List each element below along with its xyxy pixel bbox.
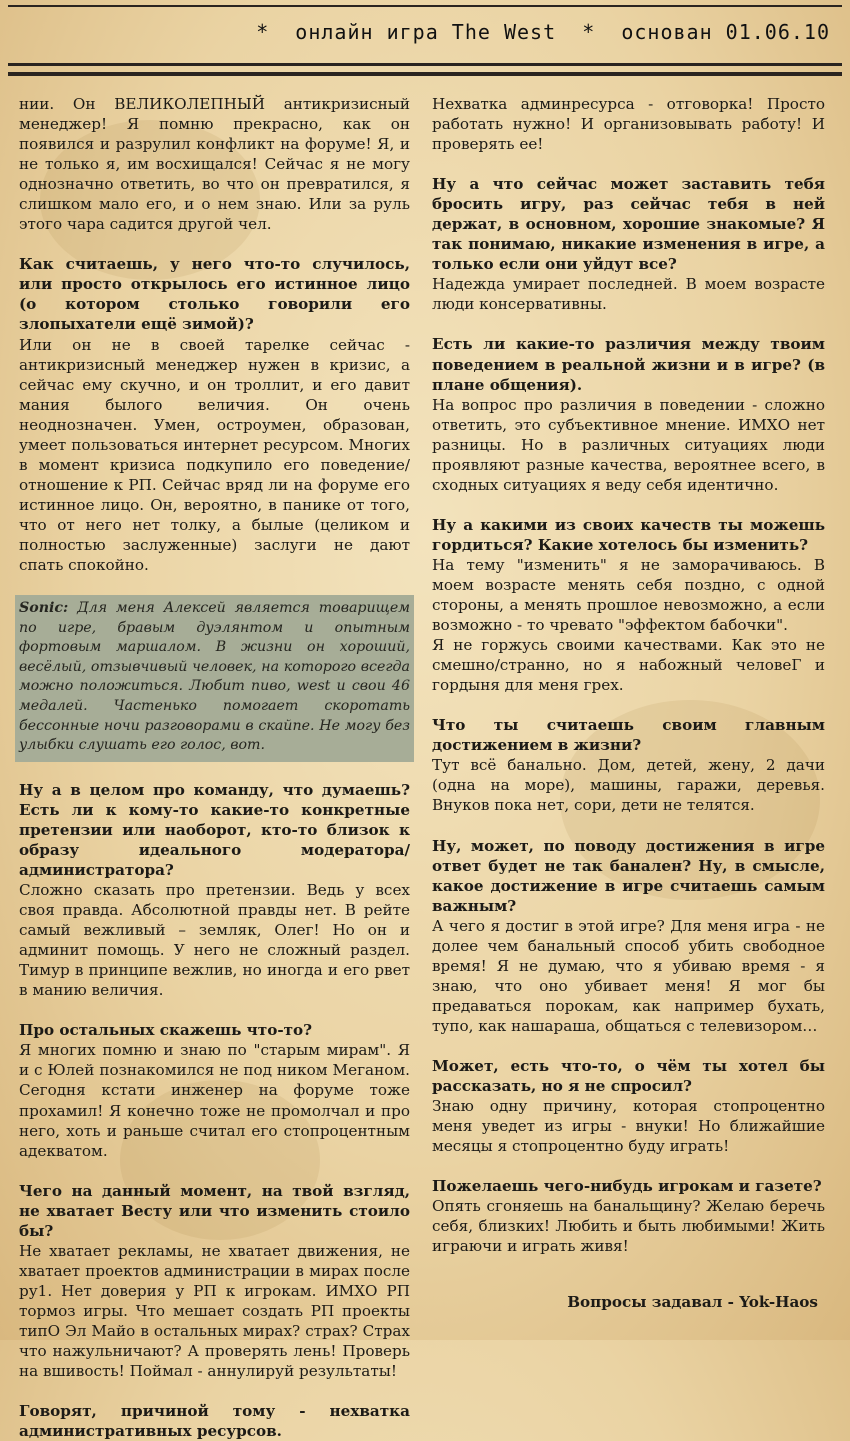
question-heading: Есть ли какие-то различия между твоим поведением в реальной жизни и в игре? (в плане общения). <box>432 335 825 394</box>
answer-paragraph: Сложно сказать про претензии. Ведь у всех своя правда. Абсолютной правды нет. В рейте самый вежливый – земляк, Олег! Но он и админит помощь. У него не сложный раздел. Тимур в принципе вежлив, но иногда и его рвет в манию величия. <box>19 881 410 1000</box>
answer-paragraph: Тут всё банально. Дом, детей, жену, 2 дачи (одна на море), машины, гаражи, деревья. Внуков пока нет, сори, дети не телятся. <box>432 756 825 815</box>
question-heading: Может, есть что-то, о чём ты хотел бы рассказать, но я не спросил? <box>432 1056 825 1096</box>
header-rule-bottom-thick <box>8 72 842 76</box>
answer-paragraph: Знаю одну причину, которая стопроцентно меня уведет из игры - внуки! Но ближайшие месяцы я стопроцентно буду играть! <box>432 1097 825 1156</box>
quote-text: Для меня Алексей является товарищем по игре, бравым дуэлянтом и опытным фортовым маршалом. В жизни он хороший, весёлый, отзывчивый человек, на которого всегда можно положиться. Любит пиво, west и свои 46 медалей. Частенько помогает скоротать бессонные ночи разговорами в скайпе. Не могу без улыбки слушать его голос, вот. <box>19 600 410 754</box>
quote-box <box>15 595 414 762</box>
header-rule-bottom-thin <box>8 63 842 66</box>
header-rule-top <box>8 5 842 7</box>
question-heading: Говорят, причиной тому - нехватка административных ресурсов. <box>19 1402 410 1441</box>
answer-paragraph: Опять сгоняешь на банальщину? Желаю беречь себя, близких! Любить и быть любимыми! Жить играючи и играть живя! <box>432 1197 825 1256</box>
question-heading: Ну а какими из своих качеств ты можешь гордиться? Какие хотелось бы изменить? <box>432 515 825 554</box>
question-heading: Чего на данный момент, на твой взгляд, не хватает Весту или что изменить стоило бы? <box>19 1181 410 1240</box>
masthead-title: * онлайн игра The West * основан 01.06.10 <box>256 20 830 44</box>
answer-paragraph: Я не горжусь своими качествами. Как это не смешно/странно, но я набожный человеГ и гордыня для меня грех. <box>432 636 825 695</box>
answer-paragraph: Не хватает рекламы, не хватает движения, не хватает проектов администрации в мирах после ру1. Нет доверия у РП к игрокам. ИМХО РП тормоз игры. Что мешает создать РП проекты типО Эл Майо в остальных мирах? страх? Страх что нажульничают? А проверять лень! Проверь на вшивость! Поймал - аннулируй результаты! <box>19 1241 410 1381</box>
newspaper-header <box>0 0 850 82</box>
question-heading: Ну а в целом про команду, что думаешь? Есть ли к кому-то какие-то конкретные претензии или наоборот, кто-то близок к образу идеального модератора/администратора? <box>19 780 410 880</box>
answer-paragraph: Нехватка админресурса - отговорка! Просто работать нужно! И организовывать работу! И проверять ее! <box>432 95 825 154</box>
answer-paragraph: нии. Он ВЕЛИКОЛЕПНЫЙ антикризисный менеджер! Я помню прекрасно, как он появился и разрулил конфликт на форуме! Я, и не только я, им восхищался! Сейчас я не могу однозначно ответить, во что он превратился, я слишком мало его, и о нем знаю. Или за руль этого чара садится другой чел. <box>19 95 410 234</box>
right-column <box>432 94 825 1312</box>
answer-paragraph: А чего я достиг в этой игре? Для меня игра - не долее чем банальный способ убить свободное время! Я не думаю, что я убиваю время - я знаю, что оно убивает меня! Я мог бы предаваться порокам, как например бухать, тупо, как нашараша, общаться с телевизором… <box>432 916 825 1035</box>
answer-paragraph: Я многих помню и знаю по "старым мирам". Я и с Юлей познакомился не под ником Меганом. Сегодня кстати инженер на форуме тоже прохамил! Я конечно тоже не промолчал и про него, хоть и раньше считал его стопроцентным адекватом. <box>19 1041 410 1160</box>
answer-paragraph: Или он не в своей тарелке сейчас - антикризисный менеджер нужен в кризис, а сейчас ему скучно, и он троллит, и его давит мания былого величия. Он очень неоднозначен. Умен, остроумен, образован, умеет пользоваться интернет ресурсом. Многих в момент кризиса подкупило его поведение/отношение к РП. Сейчас вряд ли на форуме его истинное лицо. Он, вероятно, в панике от того, что от него нет толку, а былые (целиком и полностью заслуженные) заслуги не дают спать спокойно. <box>19 335 410 575</box>
answer-paragraph: На тему "изменить" я не заморачиваюсь. В моем возрасте менять себя поздно, с одной стороны, а менять прошлое невозможно, а если возможно - то чревато "эффектом бабочки". <box>432 555 825 635</box>
interviewer-signature: Вопросы задавал - Yok-Haos <box>567 1293 818 1312</box>
question-heading: Ну а что сейчас может заставить тебя бросить игру, раз сейчас тебя в ней держат, в основном, хорошие знакомые? Я так понимаю, никакие изменения в игре, а только если они уйдут все? <box>432 175 825 274</box>
left-column <box>19 94 410 1441</box>
question-heading: Как считаешь, у него что-то случилось, или просто открылось его истинное лицо (о котором столько говорили его злопыхатели ещё зимой)? <box>19 255 410 334</box>
question-heading: Ну, может, по поводу достижения в игре ответ будет не так банален? Ну, в смысле, какое достижение в игре считаешь самым важным? <box>432 836 825 915</box>
answer-paragraph: На вопрос про различия в поведении - сложно ответить, это субъективное мнение. ИМХО нет разницы. Но в различных ситуациях люди проявляют разные качества, вероятнее всего, в сходных ситуациях я веду себя идентично. <box>432 395 825 494</box>
question-heading: Пожелаешь чего-нибудь игрокам и газете? <box>432 1177 822 1196</box>
question-heading: Что ты считаешь своим главным достижением в жизни? <box>432 716 825 755</box>
question-heading: Про остальных скажешь что-то? <box>19 1021 313 1040</box>
answer-paragraph: Надежда умирает последней. В моем возрасте люди консервативны. <box>432 275 825 314</box>
quote-author: Sonic: <box>19 600 69 617</box>
